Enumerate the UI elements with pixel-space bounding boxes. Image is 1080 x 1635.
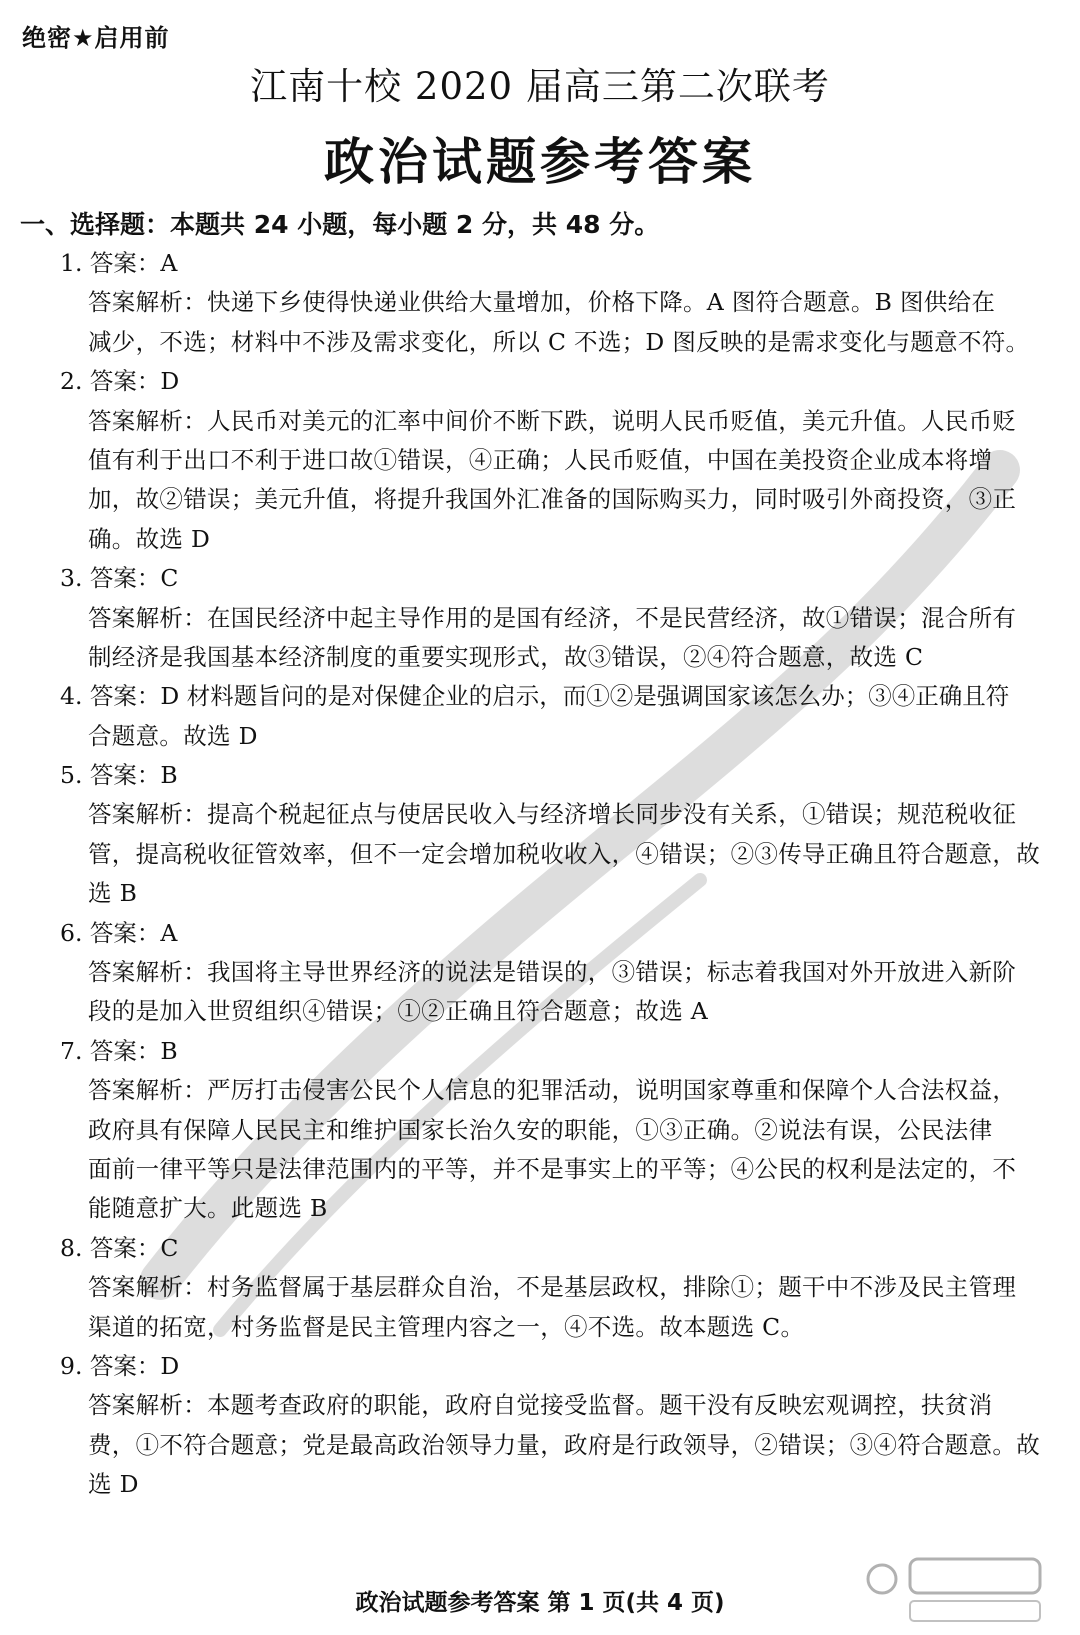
answer-explanation-line: 选 D (88, 1470, 139, 1499)
answer-explanation-line: 能随意扩大。此题选 B (88, 1194, 328, 1223)
answer-number-line: 9. 答案：D (60, 1351, 180, 1380)
answer-explanation-line: 确。故选 D (88, 524, 211, 553)
answer-explanation-line: 值有利于出口不利于进口故①错误，④正确；人民币贬值，中国在美投资企业成本将增 (88, 445, 993, 474)
answer-explanation-line: 答案解析：快递下乡使得快递业供给大量增加，价格下降。A 图符合题意。B 图供给在 (88, 288, 996, 317)
answer-number-line: 3. 答案：C (60, 564, 179, 593)
answer-explanation-line: 管，提高税收征管效率，但不一定会增加税收收入，④错误；②③传导正确且符合题意，故 (88, 839, 1040, 868)
answer-number-line: 7. 答案：B (60, 1036, 178, 1065)
answer-explanation-line: 答案解析：提高个税起征点与使居民收入与经济增长同步没有关系，①错误；规范税收征 (88, 800, 1017, 829)
page-title: 政治试题参考答案 (324, 132, 756, 191)
watermark-logo-icon (860, 1549, 1060, 1629)
answer-explanation-line: 费，①不符合题意；党是最高政治领导力量，政府是行政领导，②错误；③④符合题意。故 (88, 1430, 1040, 1459)
answer-explanation-line: 答案解析：严厉打击侵害公民个人信息的犯罪活动，说明国家尊重和保障个人合法权益， (88, 1076, 1017, 1105)
section-header: 一、选择题：本题共 24 小题，每小题 2 分，共 48 分。 (20, 210, 660, 239)
answer-number-line: 1. 答案：A (60, 249, 178, 277)
exam-title: 江南十校 2020 届高三第二次联考 (250, 65, 830, 108)
answer-explanation-line: 答案解析：本题考查政府的职能，政府自觉接受监督。题干没有反映宏观调控，扶贫消 (88, 1391, 993, 1420)
answer-explanation-line: 答案解析：村务监督属于基层群众自治，不是基层政权，排除①；题干中不涉及民主管理 (88, 1273, 1017, 1302)
secret-label: 绝密★启用前 (22, 24, 170, 52)
answer-number-line: 2. 答案：D (60, 367, 180, 396)
answer-explanation-line: 选 B (88, 879, 138, 908)
answer-explanation-line: 答案解析：人民币对美元的汇率中间价不断下跌，说明人民币贬值，美元升值。人民币贬 (88, 406, 1017, 435)
answer-number-line: 5. 答案：B (60, 761, 178, 790)
answer-explanation-line: 面前一律平等只是法律范围内的平等，并不是事实上的平等；④公民的权利是法定的，不 (88, 1154, 1017, 1183)
page-footer: 政治试题参考答案 第 1 页(共 4 页) (355, 1590, 725, 1616)
answer-explanation-line: 段的是加入世贸组织④错误；①②正确且符合题意；故选 A (88, 997, 709, 1026)
answer-explanation-line: 减少，不选；材料中不涉及需求变化，所以 C 不选；D 图反映的是需求变化与题意不符。 (88, 327, 1030, 356)
answer-explanation-line: 答案解析：我国将主导世界经济的说法是错误的，③错误；标志着我国对外开放进入新阶 (88, 958, 1017, 987)
answer-number-line: 4. 答案：D 材料题旨问的是对保健企业的启示，而①②是强调国家该怎么办；③④正确且符 (60, 682, 1010, 711)
answer-explanation-line: 政府具有保障人民民主和维护国家长治久安的职能，①③正确。②说法有误，公民法律 (88, 1115, 993, 1144)
answer-explanation-line: 渠道的拓宽，村务监督是民主管理内容之一，④不选。故本题选 C。 (88, 1312, 805, 1341)
answer-explanation-line: 合题意。故选 D (88, 721, 258, 750)
answer-number-line: 8. 答案：C (60, 1233, 179, 1262)
answer-explanation-line: 加，故②错误；美元升值，将提升我国外汇准备的国际购买力，同时吸引外商投资，③正 (88, 485, 1017, 514)
answer-list (60, 244, 1056, 1505)
answer-explanation-line: 答案解析：在国民经济中起主导作用的是国有经济，不是民营经济，故①错误；混合所有 (88, 603, 1017, 632)
answer-explanation-line: 制经济是我国基本经济制度的重要实现形式，故③错误，②④符合题意，故选 C (88, 642, 924, 671)
answer-number-line: 6. 答案：A (60, 918, 178, 947)
